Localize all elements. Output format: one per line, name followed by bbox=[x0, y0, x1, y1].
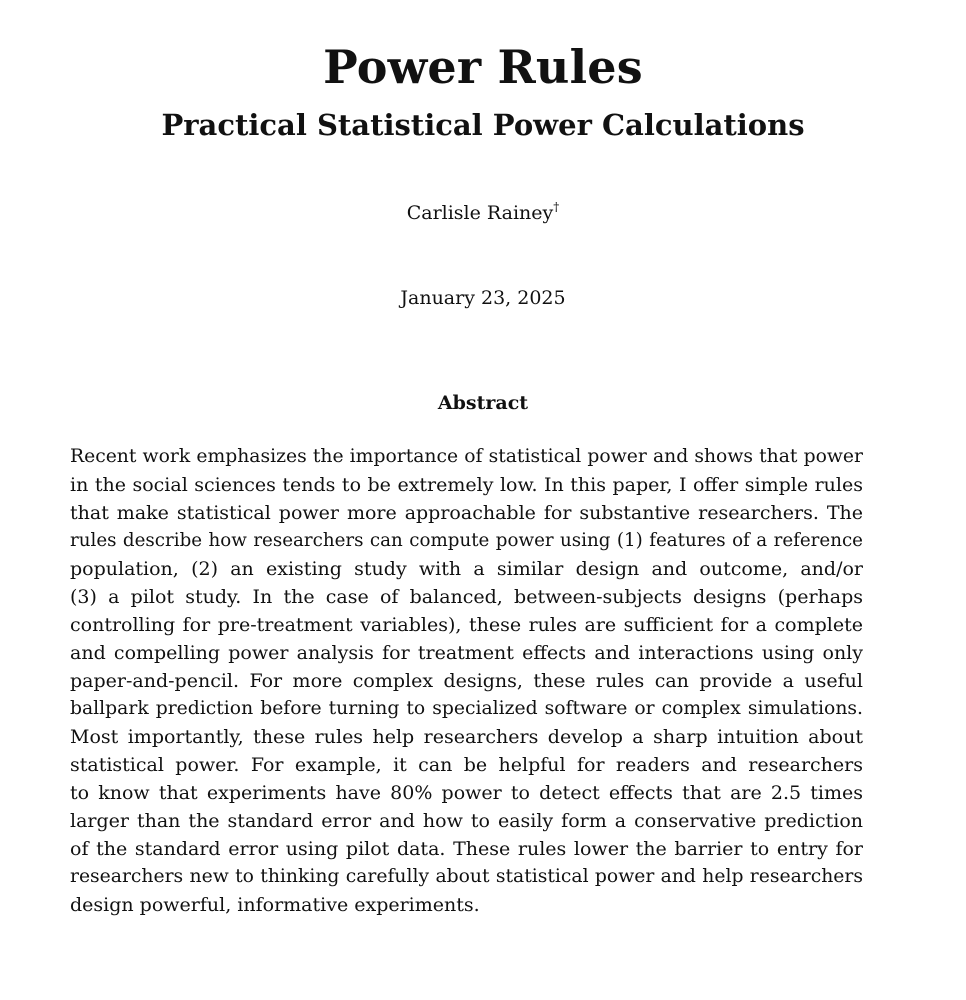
paper-date: January 23, 2025 bbox=[400, 287, 566, 309]
abstract-line: paper-and-pencil. For more complex designs, these rules can provide a useful bbox=[70, 670, 863, 692]
abstract-line: of the standard error using pilot data. These rules lower the barrier to entry for bbox=[70, 838, 863, 860]
abstract-line: rules describe how researchers can compute power using (1) features of a reference bbox=[70, 530, 863, 551]
abstract-line: ballpark prediction before turning to specialized software or complex simulations. bbox=[70, 698, 863, 719]
abstract-line: (3) a pilot study. In the case of balanced, between-subjects designs (perhaps bbox=[70, 586, 863, 608]
abstract-heading: Abstract bbox=[437, 392, 529, 414]
abstract-line: researchers new to thinking carefully about statistical power and help researchers bbox=[70, 866, 863, 887]
abstract-line: that make statistical power more approachable for substantive researchers. The bbox=[70, 502, 863, 524]
abstract-line: statistical power. For example, it can be helpful for readers and researchers bbox=[70, 754, 863, 776]
abstract-body bbox=[70, 443, 863, 919]
author-footnote-mark: † bbox=[553, 200, 560, 214]
abstract-line: controlling for pre-treatment variables), these rules are sufficient for a complete bbox=[70, 614, 863, 636]
abstract-line: and compelling power analysis for treatment effects and interactions using only bbox=[70, 642, 863, 664]
paper-subtitle: Practical Statistical Power Calculations bbox=[161, 108, 805, 142]
author-line bbox=[0, 202, 966, 225]
paper-title: Power Rules bbox=[323, 40, 643, 94]
abstract-line: population, (2) an existing study with a similar design and outcome, and/or bbox=[70, 558, 863, 580]
author-name: Carlisle Rainey bbox=[406, 202, 554, 224]
abstract-line: larger than the standard error and how to easily form a conservative prediction bbox=[70, 810, 863, 832]
abstract-line: to know that experiments have 80% power to detect effects that are 2.5 times bbox=[70, 782, 863, 804]
abstract-line: design powerful, informative experiments. bbox=[70, 894, 480, 916]
abstract-line: Most importantly, these rules help researchers develop a sharp intuition about bbox=[70, 726, 863, 748]
abstract-line: Recent work emphasizes the importance of statistical power and shows that power bbox=[70, 446, 863, 467]
abstract-line: in the social sciences tends to be extremely low. In this paper, I offer simple rules bbox=[70, 474, 863, 496]
